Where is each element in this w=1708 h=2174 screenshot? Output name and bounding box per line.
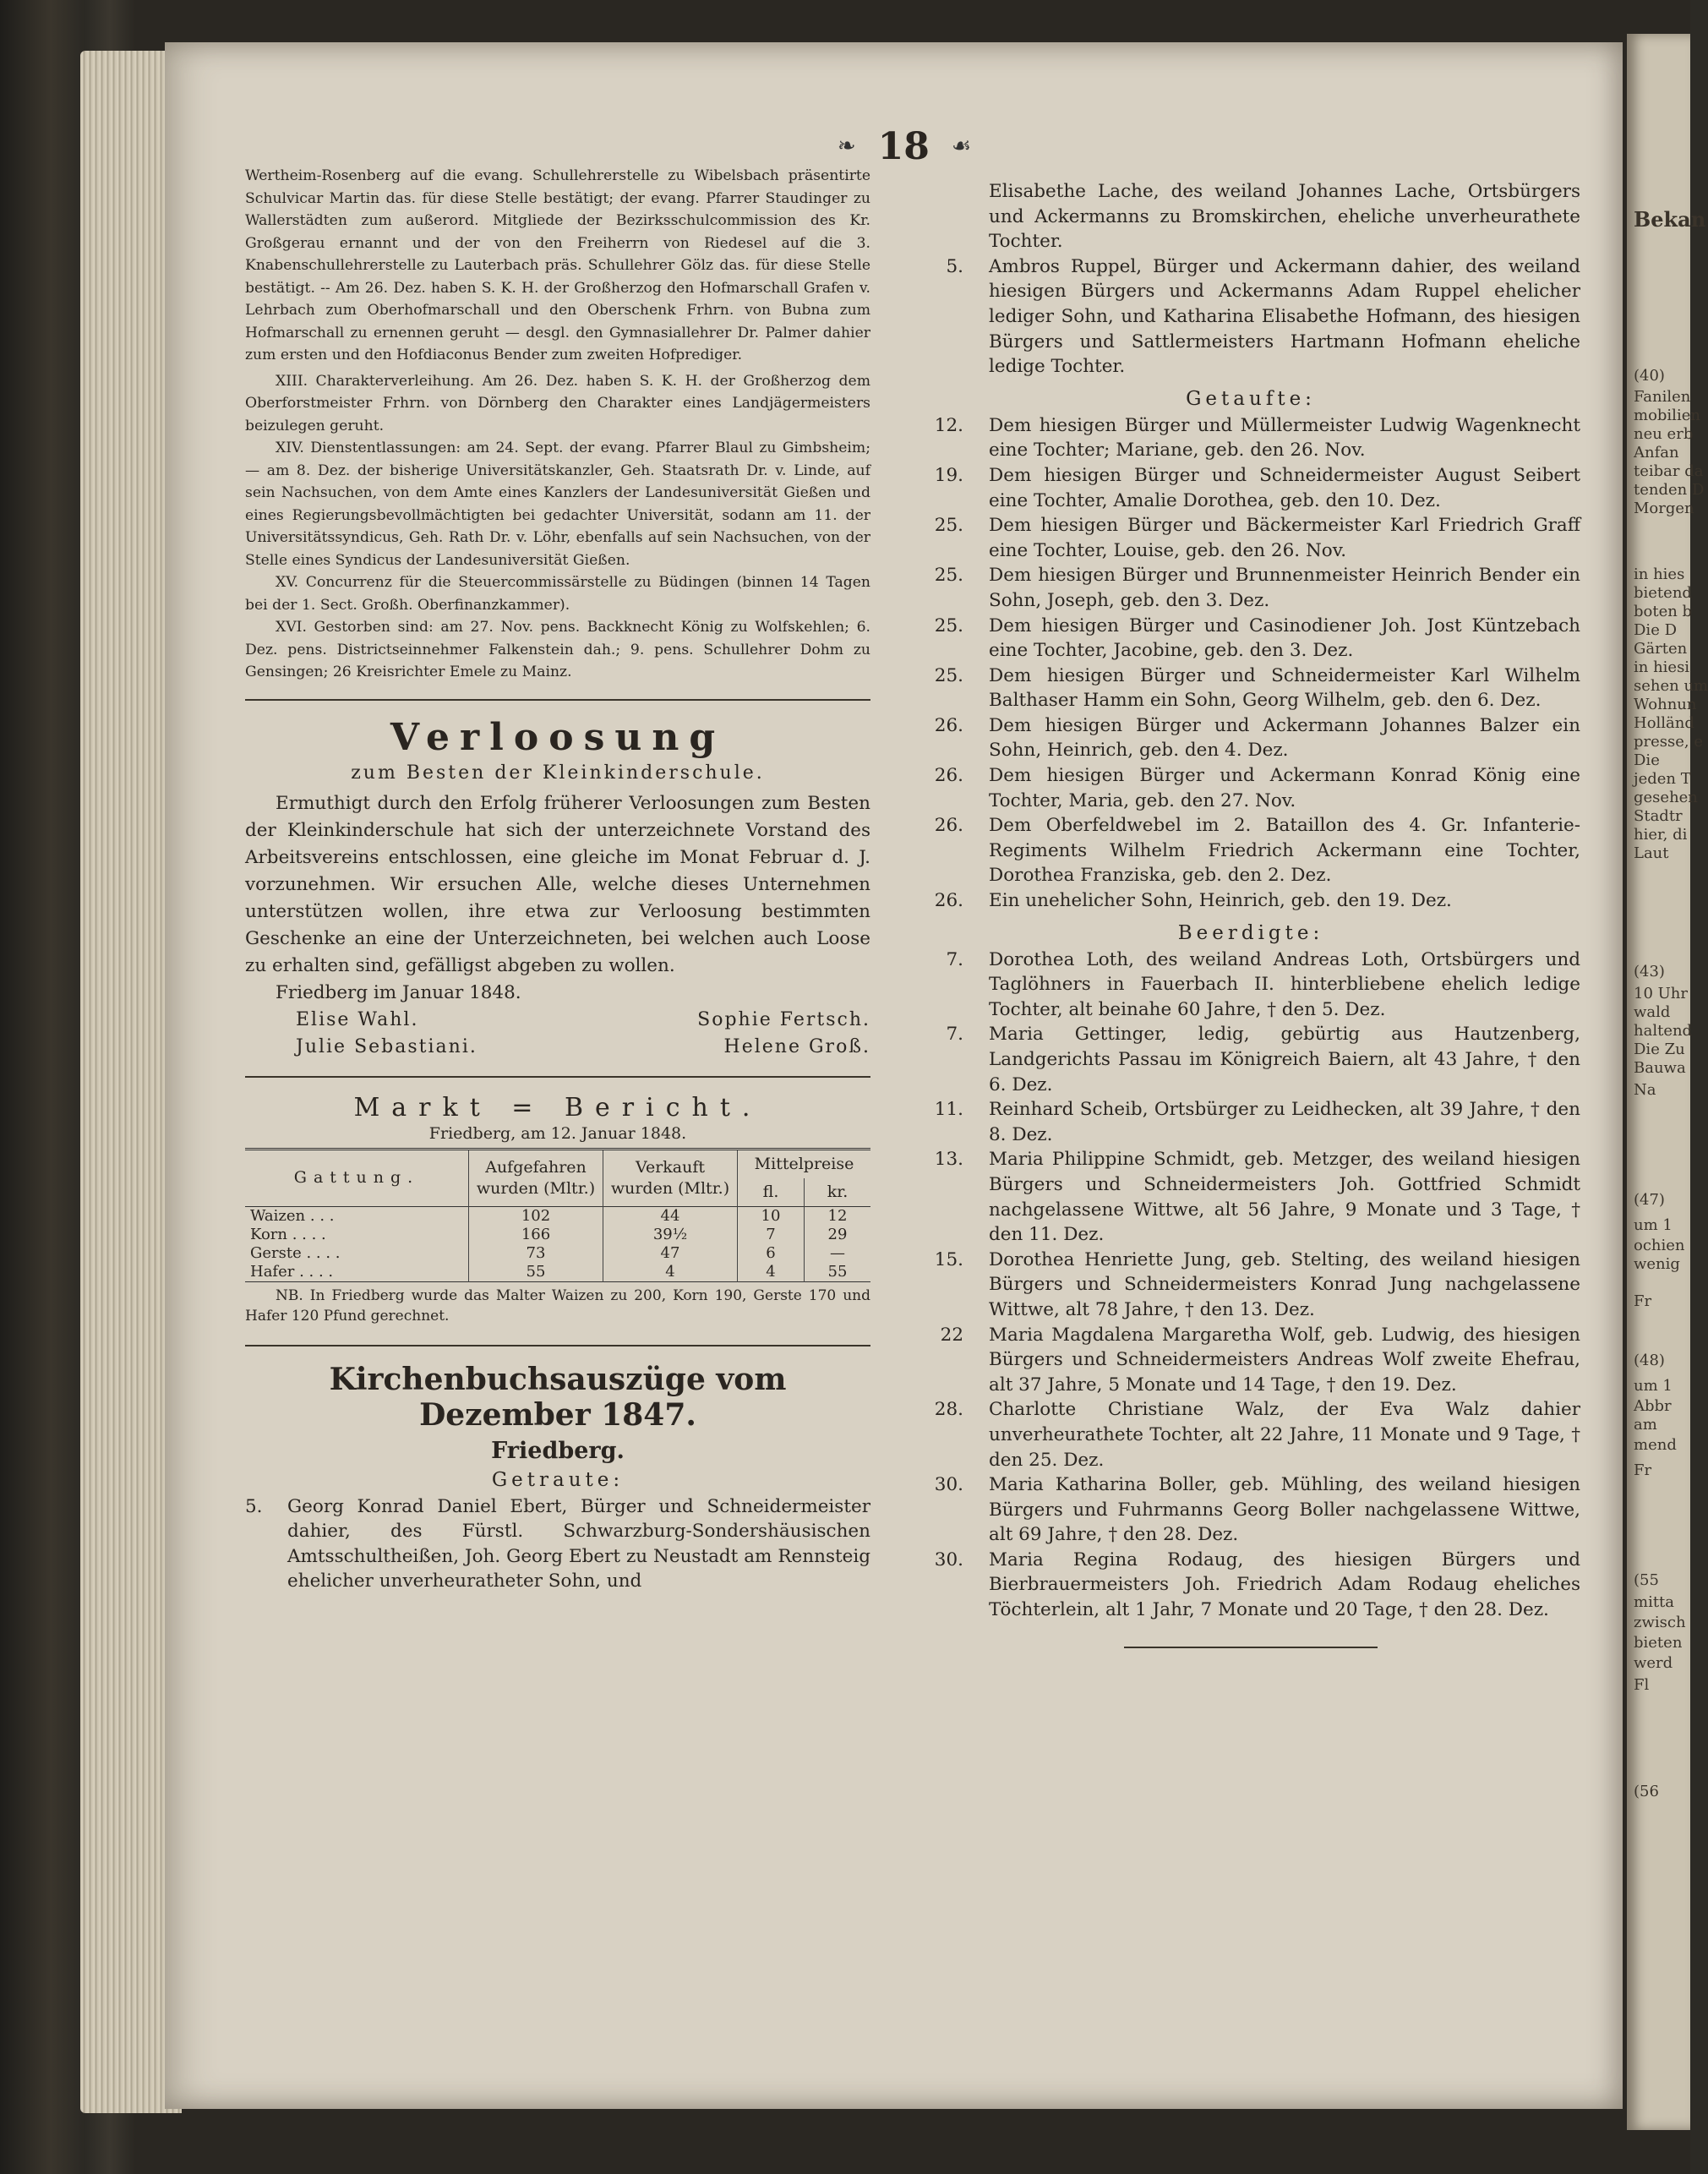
next-page-fragment: (48) [1634,1352,1665,1369]
next-page-fragment: presse, e [1634,733,1704,751]
married-entry [921,254,1580,380]
next-page-fragment: Fr [1634,1292,1652,1310]
entry-day: 30. [934,1549,963,1570]
baptized-heading: Getaufte: [1186,387,1316,410]
next-page-fragment: Anfan [1634,444,1679,462]
married-heading: Getraute: [491,1468,625,1491]
lottery-body: Ermuthigt durch den Erfolg früherer Verloosungen zum Besten der Kleinkinderschule hat sich der unterzeichnete Vorstand des Arbeitsvereins entschlossen, eine gleiche im Monat Februar d. J. vorzunehmen. Wir ersuchen Alle, welche dieses Unternehmen unterstützen wollen, ihre etwa zur Verloosung bestimmten Geschenke an eine der Unterzeichneten, bei welchen auch Loose zu erhalten sind, gefälligst abgeben zu wollen. [245,792,870,976]
signers-row-1 [245,1007,870,1034]
record-entry [921,713,1580,763]
entry-day: 11. [934,1099,963,1121]
next-page-fragment: mend [1634,1436,1677,1454]
church-title: Kirchenbuchsauszüge vom Dezember 1847. [329,1361,787,1433]
entry-text: Georg Konrad Daniel Ebert, Bürger und Schneidermeister dahier, des Fürstl. Schwarzburg-Sondershäusischen Amtsschultheißen, Joh. Georg Ebert zu Neustadt am Rennsteig ehelicher unverheuratheter Sohn, und [287,1495,870,1592]
next-page-fragment: haltend [1634,1022,1693,1040]
col-kind: Gattung. [293,1168,420,1187]
record-entry [921,1397,1580,1472]
market-cell-fl: 7 [738,1226,805,1244]
next-page-fragment: Die Zu [1634,1041,1685,1058]
entry-text: Dorothea Henriette Jung, geb. Stelting, des weiland hiesigen Bürgers und Schneidermeisters Konrad Jung nachgelassene Wittwe, alt 78 Jahre, † den 13. Dez. [989,1248,1580,1320]
market-report [245,1093,870,1326]
next-page-fragment: Fanilen [1634,388,1691,406]
col-kr: kr. [805,1178,871,1207]
market-cell-arrived: 55 [469,1263,603,1282]
market-row [245,1226,870,1244]
end-divider [1124,1647,1378,1648]
market-cell-sold: 44 [603,1206,738,1226]
lottery-notice [245,716,870,1061]
entry-text: Maria Gettinger, ledig, gebürtig aus Hautzenberg, Landgerichts Passau im Königreich Baiern, alt 43 Jahre, † den 6. Dez. [989,1024,1580,1095]
signers-row-2 [245,1034,870,1061]
entry-text: Reinhard Scheib, Ortsbürger zu Leidhecken, alt 39 Jahre, † den 8. Dez. [989,1099,1580,1145]
next-page-fragment: Stadtr [1634,807,1683,825]
next-page-fragment: (47) [1634,1191,1665,1209]
market-cell-arrived: 166 [469,1226,603,1244]
next-page-fragment: Abbr [1634,1397,1672,1415]
entry-day: 25. [934,565,963,587]
entry-text: Dem Oberfeldwebel im 2. Bataillon des 4. Gr. Infanterie-Regiments Wilhelm Friedrich Ackermann eine Tochter, Dorothea Franziska, geb. den 2. Dez. [989,815,1580,887]
next-page-fragment: Holländ [1634,714,1694,732]
entry-day: 25. [934,664,963,686]
next-page-fragment: Na [1634,1081,1656,1099]
next-page-fragment: Die [1634,751,1660,769]
next-page-fragment: wenig [1634,1255,1680,1273]
entry-text: Dem hiesigen Bürger und Casinodiener Joh. Jost Küntzebach eine Tochter, Jacobine, geb. den 3. Dez. [989,615,1580,662]
entry-day: 5. [245,1495,263,1517]
next-page-fragment: ochien [1634,1237,1685,1254]
record-entry [921,563,1580,613]
col-price: Mittelpreise [738,1149,871,1178]
entry-text: Maria Regina Rodaug, des hiesigen Bürgers und Bierbrauermeisters Joh. Friedrich Adam Rodaug eheliches Töchterlein, alt 1 Jahr, 7 Monate und 20 Tage, † den 28. Dez. [989,1549,1580,1621]
entry-day: 7. [946,948,963,970]
market-cell-arrived: 73 [469,1244,603,1263]
married-entry [245,1494,870,1594]
left-column [245,165,870,1594]
entry-day: 26. [934,890,963,912]
buried-list [921,948,1580,1623]
market-rows [245,1206,870,1281]
record-entry [921,1472,1580,1548]
market-cell-fl: 6 [738,1244,805,1263]
next-page-fragment: tenden D [1634,481,1705,499]
married-entry-continued: Elisabethe Lache, des weiland Johannes Lache, Ortsbürgers und Ackermanns zu Bromskirchen, eheliche unverheurathete Tochter. [989,181,1580,253]
entry-day: 26. [934,815,963,837]
record-entry [921,1147,1580,1247]
market-date: Friedberg, am 12. Januar 1848. [428,1123,687,1143]
entry-day: 13. [934,1149,963,1171]
right-column [921,179,1580,1648]
buried-heading: Beerdigte: [1177,921,1324,944]
divider [245,699,870,701]
official-notices [245,165,870,684]
col-sold: Verkauft wurden (Mltr.) [603,1149,738,1206]
next-page-fragment: (55 [1634,1571,1659,1589]
market-cell-arrived: 102 [469,1206,603,1226]
record-entry [921,1097,1580,1147]
notices-paragraph: Wertheim-Rosenberg auf die evang. Schullehrerstelle zu Wibelsbach präsentirte Schulvicar Martin das. für diese Stelle bestätigt; der evang. Pfarrer Staudinger zu Wallerstädten zum außerord. Mitgliede der Bezirksschulcommission des Kr. Großgerau ernannt und der von den Freiherrn von Riedesel auf die 3. Knabenschullehrerstelle zu Lauterbach präs. Schullehrer Gölz das. für diese Stelle bestätigt. -- Am 26. Dez. haben S. K. H. der Großherzog den Hofmarschall Grafen v. Lehrbach zum Oberhofmarschall und den Oberschenk Frhrn. von Bubna zum Hofmarschall zu ernennen geruht — desgl. den Gymnasiallehrer Dr. Palmer dahier zum ersten und den Hofdiaconus Bender zum zweiten Hofprediger. [245,167,870,363]
next-page-fragment: um 1 [1634,1216,1673,1234]
next-page-fragment: Bauwa [1634,1059,1686,1077]
entry-text: Dorothea Loth, des weiland Andreas Loth, Ortsbürgers und Taglöhners in Fauerbach II. hinterbliebene ehelich ledige Tochter, alt beinahe 60 Jahre, † den 5. Dez. [989,948,1580,1020]
record-entry [921,763,1580,813]
record-entry [921,513,1580,563]
next-page-fragment: mobilien [1634,407,1700,424]
entry-text: Dem hiesigen Bürger und Ackermann Konrad König eine Tochter, Maria, geb. den 27. Nov. [989,765,1580,811]
record-entry [921,1248,1580,1323]
entry-day: 7. [946,1024,963,1046]
record-entry [921,813,1580,888]
next-page-fragment: (43) [1634,963,1665,980]
page-number: 18 [877,124,930,168]
entry-day: 25. [934,515,963,537]
market-cell-kr: 12 [805,1206,871,1226]
entry-text: Dem hiesigen Bürger und Müllermeister Ludwig Wagenknecht eine Tochter; Mariane, geb. den 26. Nov. [989,414,1580,462]
notice-xv: XV. Concurrenz für die Steuercommissärstelle zu Büdingen (binnen 14 Tagen bei der 1. Sect. Großh. Oberfinanzkammer). [245,574,870,614]
ornament-left-icon: ❧ [837,134,856,159]
record-entry [921,1548,1580,1623]
entry-text: Dem hiesigen Bürger und Ackermann Johannes Balzer ein Sohn, Heinrich, geb. den 4. Dez. [989,714,1580,762]
next-page-fragment: zwisch [1634,1614,1686,1631]
entry-text: Dem hiesigen Bürger und Bäckermeister Karl Friedrich Graff eine Tochter, Louise, geb. den 26. Nov. [989,515,1580,561]
record-entry [921,664,1580,713]
entry-day: 30. [934,1474,963,1496]
signer: Sophie Fertsch. [697,1008,870,1030]
market-cell-kind: Korn . . . . [250,1225,326,1243]
next-page-fragment: in hies [1634,565,1685,583]
page-header [794,125,1014,167]
next-page-fragment: Fr [1634,1461,1652,1479]
next-page-fragment: Fl [1634,1676,1650,1694]
signer: Elise Wahl. [296,1008,419,1030]
next-page-fragment: Morgen [1634,500,1694,517]
notice-xiii: XIII. Charakterverleihung. Am 26. Dez. haben S. K. H. der Großherzog dem Oberforstmeister Frhrn. von Dörnberg den Charakter eines Landjägermeisters beizulegen geruht. [245,372,870,434]
next-page-fragment: teibar da [1634,462,1704,480]
entry-day: 26. [934,714,963,736]
entry-day: 15. [934,1248,963,1270]
church-records [245,1362,870,1594]
next-page-fragment: Bekan [1634,207,1706,232]
market-cell-fl: 4 [738,1263,805,1282]
record-entry [921,614,1580,664]
next-page-fragment: hier, di [1634,826,1688,844]
market-note: NB. In Friedberg wurde das Malter Waizen zu 200, Korn 190, Gerste 170 und Hafer 120 Pfund gerechnet. [245,1286,870,1325]
notice-xiv: XIV. Dienstentlassungen: am 24. Sept. der evang. Pfarrer Blaul zu Gimbsheim; — am 8. Dez. der bisherige Universitätskanzler, Geh. Staatsrath Dr. v. Linde, auf sein Nachsuchen, von dem Amte eines Kanzlers der Landesuniversität Gießen und eines Regierungsbevollmächtigten bei gedachter Universität, sodann am 11. der Universitätssyndicus, Geh. Rath Dr. v. Löhr, ebenfalls auf sein Nachsuchen, von der Stelle eines Syndicus der Landesuniversität Gießen. [245,440,870,569]
entry-text: Ambros Ruppel, Bürger und Ackermann dahier, des weiland hiesigen Bürgers und Ackermanns Adam Ruppel ehelicher lediger Sohn, und Katharina Elisabethe Hofmann, des hiesigen Bürgers und Sattlermeisters Hartmann Hofmann eheliche ledige Tochter. [989,255,1580,378]
entry-text: Dem hiesigen Bürger und Schneidermeister August Seibert eine Tochter, Amalie Dorothea, geb. den 10. Dez. [989,464,1580,511]
market-cell-kr: 55 [805,1263,871,1282]
next-page-fragment: mitta [1634,1593,1675,1611]
next-page-fragment: sehen um [1634,677,1708,695]
col-arrived: Aufgefahren wurden (Mltr.) [469,1149,603,1206]
signer: Julie Sebastiani. [296,1035,477,1057]
ornament-right-icon: ☙ [951,134,972,159]
record-entry [921,463,1580,513]
market-cell-kind: Waizen . . . [250,1206,335,1225]
next-page-fragment: boten b [1634,603,1693,620]
entry-day: 19. [934,464,963,486]
entry-text: Maria Magdalena Margaretha Wolf, geb. Ludwig, des hiesigen Bürgers und Schneidermeisters Andreas Wolf zweite Ehefrau, alt 37 Jahre, 5 Monate und 14 Tage, † den 19. Dez. [989,1324,1580,1396]
signer: Helene Groß. [723,1035,870,1057]
divider [245,1345,870,1346]
entry-day: 26. [934,765,963,787]
notice-xvi: XVI. Gestorben sind: am 27. Nov. pens. Backknecht König zu Wolfskehlen; 6. Dez. pens. Districtseinnehmer Falkenstein dah.; 9. pens. Schullehrer Dohm zu Gensingen; 26 Kreisrichter Emele zu Mainz. [245,619,870,680]
next-page-fragment: am [1634,1416,1657,1434]
entry-text: Dem hiesigen Bürger und Brunnenmeister Heinrich Bender ein Sohn, Joseph, geb. den 3. Dez. [989,565,1580,611]
next-page-fragment: werd [1634,1654,1673,1672]
next-page-fragment: wald [1634,1003,1671,1021]
next-page-fragment: bietend [1634,584,1692,602]
market-cell-fl: 10 [738,1206,805,1226]
entry-day: 12. [934,414,963,436]
next-page-fragment: (40) [1634,367,1665,385]
next-page-fragment: Laut [1634,844,1669,862]
market-cell-kind: Hafer . . . . [250,1262,334,1281]
market-row [245,1263,870,1282]
lottery-subtitle: zum Besten der Kleinkinderschule. [351,762,765,784]
market-title: Markt = Bericht. [353,1092,762,1123]
lottery-title: Verloosung [390,715,726,759]
church-place: Friedberg. [491,1437,625,1464]
next-page-fragment: Gärten [1634,640,1688,658]
market-cell-kr: 29 [805,1226,871,1244]
entry-text: Charlotte Christiane Walz, der Eva Walz dahier unverheurathete Tochter, alt 22 Jahre, 11 Monate und 9 Tage, † den 25. Dez. [989,1399,1580,1471]
market-cell-kind: Gerste . . . . [250,1243,341,1262]
next-page-fragment: gesehen [1634,789,1698,806]
market-table [245,1148,870,1282]
entry-day: 28. [934,1399,963,1421]
market-cell-sold: 39½ [603,1226,738,1244]
market-cell-sold: 4 [603,1263,738,1282]
next-page-edge [1627,34,1708,2130]
next-page-fragment: Wohnun [1634,696,1697,713]
entry-day: 25. [934,615,963,636]
baptized-list [921,413,1580,914]
entry-text: Dem hiesigen Bürger und Schneidermeister Karl Wilhelm Balthaser Hamm ein Sohn, Georg Wilhelm, geb. den 6. Dez. [989,664,1580,712]
market-cell-kr: — [805,1244,871,1263]
market-row [245,1206,870,1226]
next-page-fragment: jeden T [1634,770,1691,788]
next-page-fragment: (56 [1634,1783,1659,1800]
record-entry [921,1022,1580,1097]
col-fl: fl. [738,1178,805,1207]
divider [245,1076,870,1078]
entry-text: Maria Philippine Schmidt, geb. Metzger, des weiland hiesigen Bürgers und Schneidermeisters Joh. Gottfried Schmidt nachgelassene Wittwe, alt 56 Jahre, 9 Monate und 3 Tage, † den 11. Dez. [989,1149,1580,1246]
next-page-fragment: neu erb [1634,425,1694,443]
entry-text: Ein unehelicher Sohn, Heinrich, geb. den 19. Dez. [989,890,1452,912]
record-entry [921,1323,1580,1398]
next-page-fragment: in hiesi [1634,658,1690,676]
next-page-fragment: Die D [1634,621,1677,639]
lottery-place-date: Friedberg im Januar 1848. [276,981,521,1003]
next-page-fragment: um 1 [1634,1377,1673,1395]
market-cell-sold: 47 [603,1244,738,1263]
entry-day: 22 [940,1324,963,1346]
entry-day: 5. [946,255,963,277]
record-entry [921,413,1580,463]
entry-text: Maria Katharina Boller, geb. Mühling, des weiland hiesigen Bürgers und Fuhrmanns Georg Boller nachgelassene Wittwe, alt 69 Jahre, † den 28. Dez. [989,1474,1580,1546]
market-row [245,1244,870,1263]
record-entry [921,948,1580,1023]
next-page-fragment: 10 Uhr [1634,985,1688,1002]
next-page-fragment: bieten [1634,1634,1683,1652]
record-entry [921,888,1580,914]
